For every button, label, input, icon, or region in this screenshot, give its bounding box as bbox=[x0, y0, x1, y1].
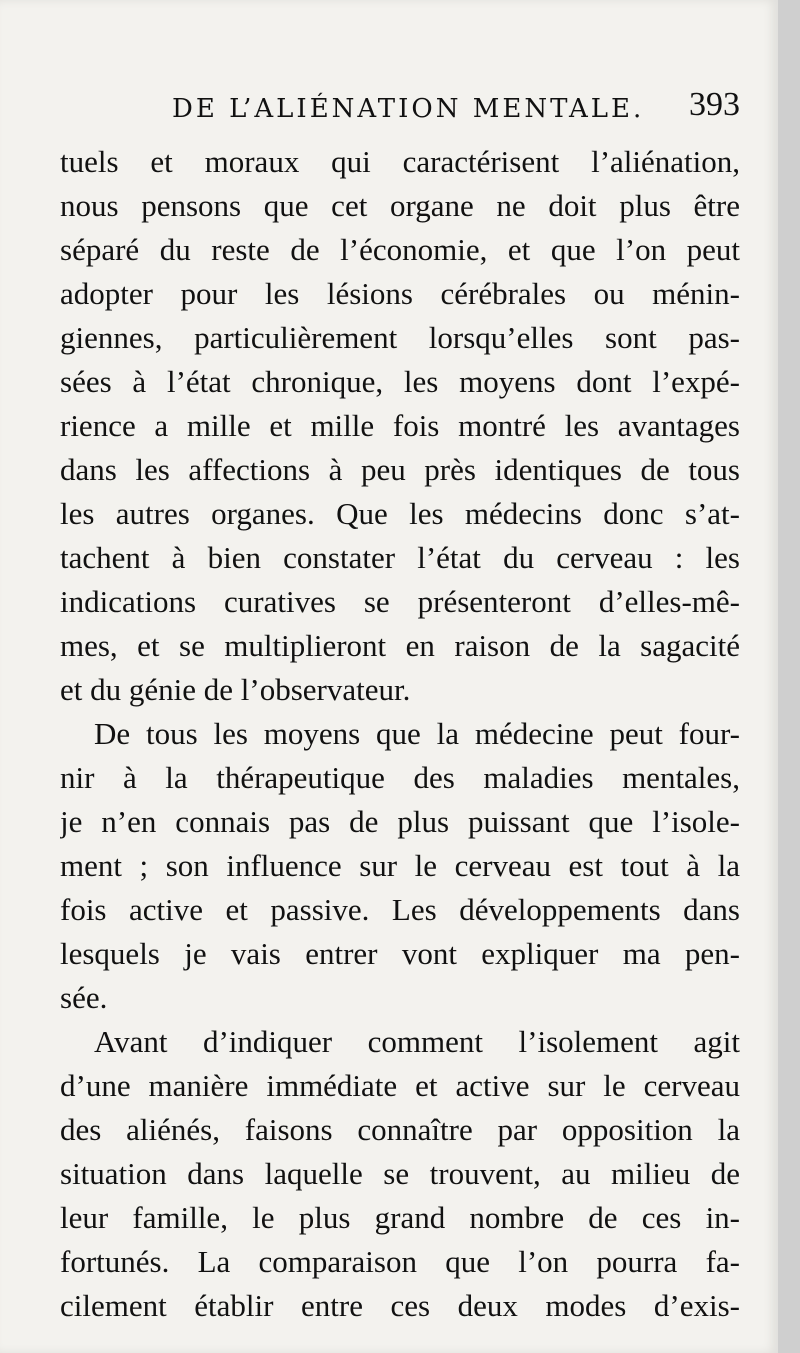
page-edge-margin bbox=[778, 0, 800, 1353]
text-line: d’une manière immédiate et active sur le cerveau bbox=[60, 1068, 740, 1103]
text-line: fortunés. La comparaison que l’on pourra fa- bbox=[60, 1244, 740, 1279]
text-line: indications curatives se présenteront d’elles-mê- bbox=[60, 584, 740, 619]
text-line: situation dans laquelle se trouvent, au milieu de bbox=[60, 1156, 740, 1191]
running-head: DE L’ALIÉNATION MENTALE. bbox=[172, 94, 645, 124]
body-text bbox=[60, 140, 740, 1328]
paragraph-start-line: Avant d’indiquer comment l’isolement agit bbox=[94, 1024, 740, 1059]
text-line: je n’en connais pas de plus puissant que l’isole- bbox=[60, 804, 740, 839]
text-line: les autres organes. Que les médecins donc s’at- bbox=[60, 496, 740, 531]
text-line: séparé du reste de l’économie, et que l’on peut bbox=[60, 232, 740, 267]
page-number: 393 bbox=[689, 86, 740, 123]
text-line: tachent à bien constater l’état du cerveau : les bbox=[60, 540, 740, 575]
text-line: adopter pour les lésions cérébrales ou ménin- bbox=[60, 276, 740, 311]
text-line: sées à l’état chronique, les moyens dont l’expé- bbox=[60, 364, 740, 399]
paragraph-end-line: sée. bbox=[60, 980, 108, 1015]
text-line: leur famille, le plus grand nombre de ces in- bbox=[60, 1200, 740, 1235]
text-line: fois active et passive. Les développements dans bbox=[60, 892, 740, 927]
text-line: des aliénés, faisons connaître par opposition la bbox=[60, 1112, 740, 1147]
text-line: giennes, particulièrement lorsqu’elles sont pas- bbox=[60, 320, 740, 355]
text-line: mes, et se multiplieront en raison de la sagacité bbox=[60, 628, 740, 663]
text-line: nir à la thérapeutique des maladies mentales, bbox=[60, 760, 740, 795]
paragraph-start-line: De tous les moyens que la médecine peut four- bbox=[94, 716, 740, 751]
text-line: dans les affections à peu près identiques de tous bbox=[60, 452, 740, 487]
text-line: rience a mille et mille fois montré les avantages bbox=[60, 408, 740, 443]
page-header bbox=[60, 84, 740, 132]
paragraph-end-line: et du génie de l’observateur. bbox=[60, 672, 411, 707]
text-line: cilement établir entre ces deux modes d’exis- bbox=[60, 1288, 740, 1323]
text-line: ment ; son influence sur le cerveau est tout à la bbox=[60, 848, 740, 883]
text-line: tuels et moraux qui caractérisent l’aliénation, bbox=[60, 144, 740, 179]
text-line: nous pensons que cet organe ne doit plus être bbox=[60, 188, 740, 223]
text-line: lesquels je vais entrer vont expliquer ma pen- bbox=[60, 936, 740, 971]
